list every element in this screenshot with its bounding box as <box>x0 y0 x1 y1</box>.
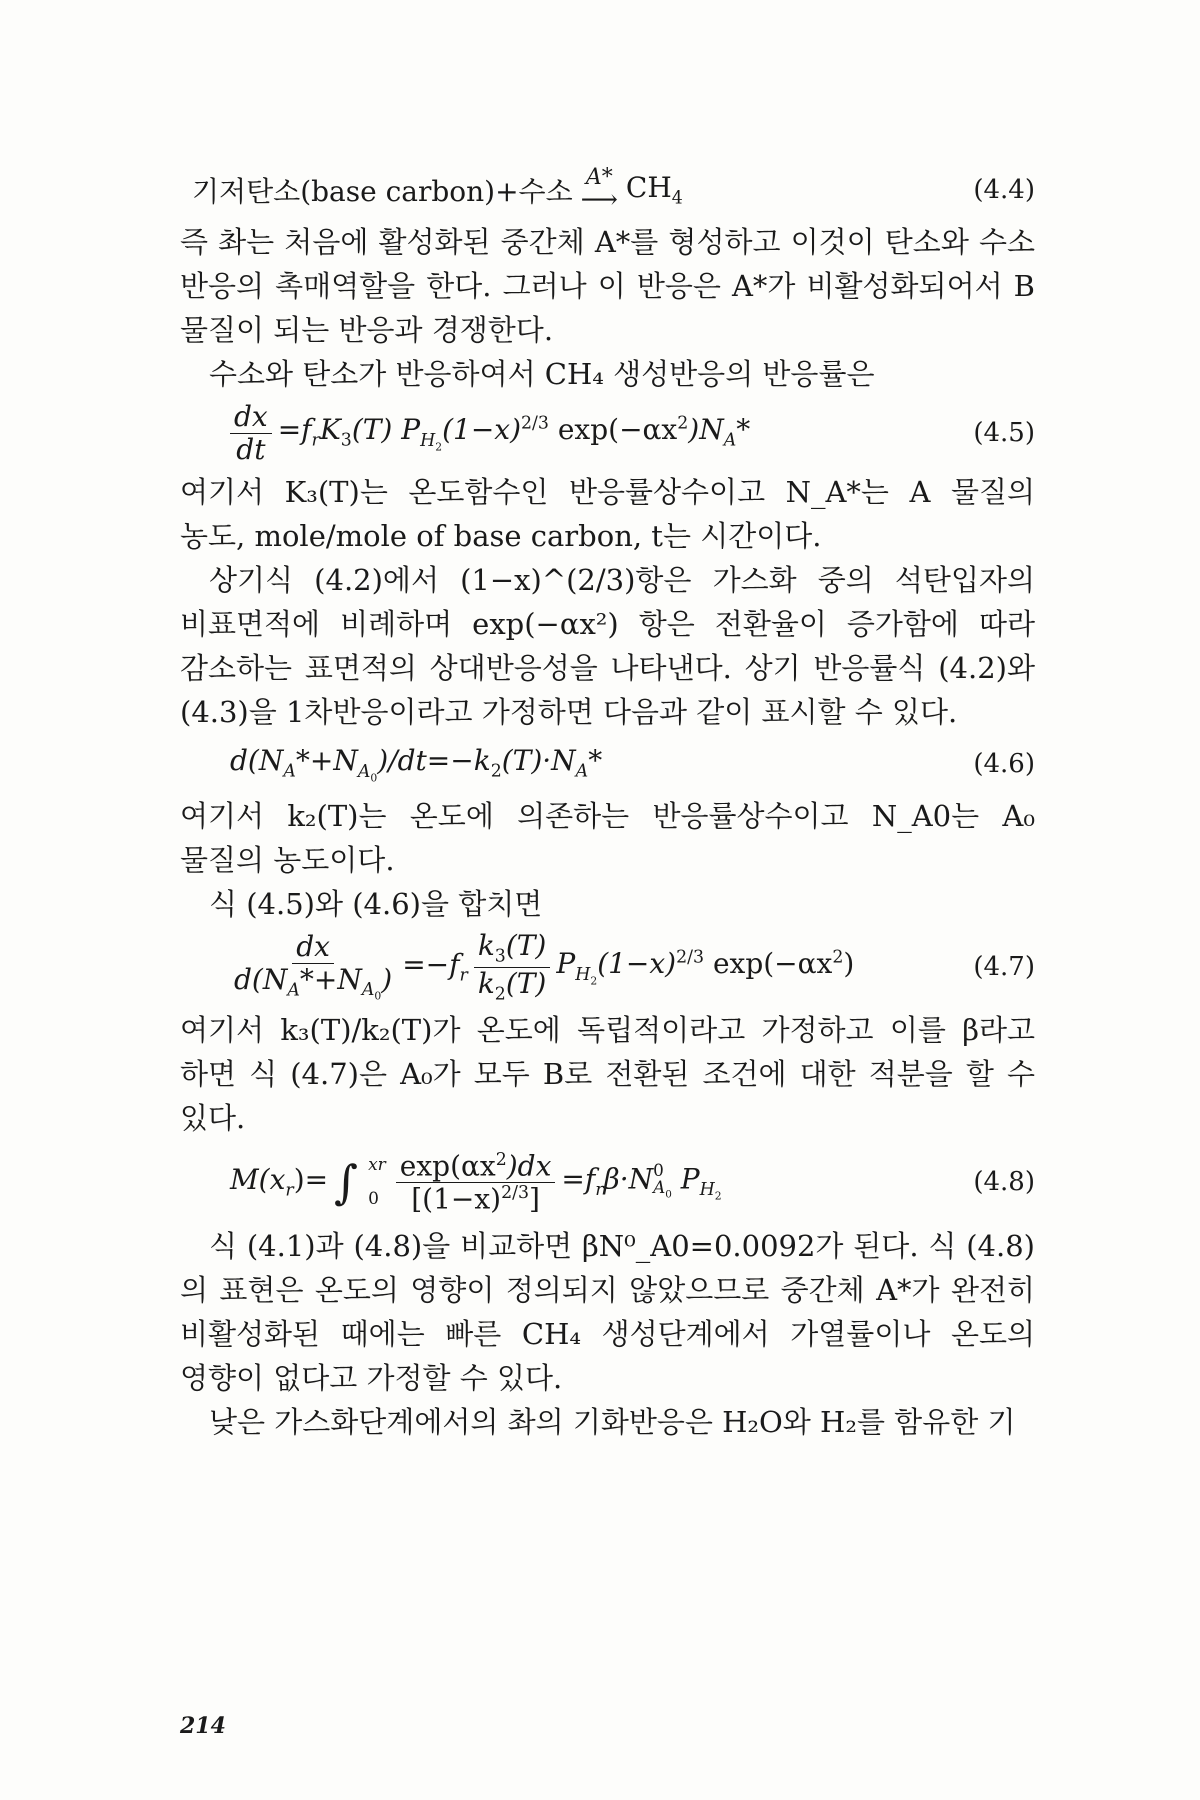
equation-4-5 <box>180 396 1035 470</box>
equation-4-6 <box>180 734 1035 794</box>
paragraph: 식 (4.5)와 (4.6)을 합치면 <box>209 887 543 921</box>
eq-4-5-rhs: $=f_rK_3(T)$ $P_{H_2}(1-x)^{2/3}$ $\exp(-\alpha x^2)N_A*$ <box>277 412 751 454</box>
paragraph: 상기식 (4.2)에서 (1−x)^(2/3)항은 가스화 중의 석탄입자의 비표면적에 비례하며 exp(−αx²) 항은 전환율이 증가함에 따라 감소하는 표면적의 상대반응성을 나타낸다. 상기 반응률식 (4.2)와 (4.3)을 1차반응이라고 가정하면 다음과 같이 표시할 수 있다. <box>180 563 1035 729</box>
fraction: $\frac{k_3(T)}{k_2(T)}$ <box>474 931 551 1004</box>
fraction: $\frac{\exp(\alpha x^2)dx}{[(1-x)^{2/3}]}$ <box>396 1151 556 1213</box>
fraction: $\frac{dx}{dt}$ <box>230 402 272 464</box>
eq-4-8-rhs: $=f_r\beta\cdot N$ 0 $A_0$ $P_{H_2}$ <box>561 1159 722 1203</box>
equation-number: (4.6) <box>973 749 1035 779</box>
page-number: 214 <box>180 1713 226 1739</box>
paragraph: 여기서 k₃(T)/k₂(T)가 온도에 독립적이라고 가정하고 이를 β라고 하면 식 (4.7)은 A₀가 모두 B로 전환된 조건에 대한 적분을 할 수 있다. <box>180 1013 1035 1135</box>
equation-number: (4.4) <box>973 175 1035 205</box>
reaction-arrow-icon: ⟶ <box>580 185 618 216</box>
paragraph: 수소와 탄소가 반응하여서 CH₄ 생성반응의 반응률은 <box>209 357 875 391</box>
equation-4-4 <box>180 160 1035 220</box>
fraction: $\frac{dx}{d(N_A*+N_{A_0})}$ <box>234 930 393 1003</box>
page-body <box>180 160 1035 1760</box>
equation-4-8 <box>180 1140 1035 1224</box>
paragraph: 여기서 K₃(T)는 온도함수인 반응률상수이고 N_A*는 A 물질의 농도, mole/mole of base carbon, t는 시간이다. <box>180 475 1035 553</box>
eq-4-8-lhs: $M(x_r)=$ <box>230 1163 329 1201</box>
eq-4-6-expression: $d(N_A*+N_{A_0})/dt=-k_2(T)\cdot N_A*$ <box>230 743 603 785</box>
paragraph: 여기서 k₂(T)는 온도에 의존하는 반응률상수이고 N_A0는 A₀ 물질의 농도이다. <box>180 799 1035 877</box>
eq-4-4-arrow <box>580 165 618 216</box>
eq-4-4-catalyst: A* <box>585 165 613 191</box>
paragraph: 낮은 가스화단계에서의 촤의 기화반응은 H₂O와 H₂를 함유한 기 <box>209 1405 1016 1439</box>
paragraph: 즉 촤는 처음에 활성화된 중간체 A*를 형성하고 이것이 탄소와 수소 반응의 촉매역할을 한다. 그러나 이 반응은 A*가 비활성화되어서 B 물질이 되는 반응과 경쟁한다. <box>180 225 1035 347</box>
equation-4-7 <box>180 926 1035 1008</box>
eq-4-7-tail: $P_{H_2}(1-x)^{2/3}$ $\exp(-\alpha x^2)$ <box>556 946 855 988</box>
integral-limits: xr 0 <box>368 1155 386 1209</box>
eq-4-7-mid: $=-f_r$ <box>402 948 468 986</box>
equation-number: (4.7) <box>973 952 1035 982</box>
eq-4-4-product: $CH_4$ <box>625 171 683 209</box>
integral-sign-icon: ∫ <box>334 1155 359 1209</box>
paragraph: 식 (4.1)과 (4.8)을 비교하면 βN⁰_A0=0.0092가 된다. 식 (4.8)의 표현은 온도의 영향이 정의되지 않았으므로 중간체 A*가 완전히 비활성화된 때에는 빠른 CH₄ 생성단계에서 가열률이나 온도의 영향이 없다고 가정할 수 있다. <box>180 1229 1035 1395</box>
equation-number: (4.5) <box>973 418 1035 448</box>
eq-4-4-reactants: 기저탄소(base carbon)+수소 <box>192 174 573 208</box>
equation-number: (4.8) <box>973 1167 1035 1197</box>
